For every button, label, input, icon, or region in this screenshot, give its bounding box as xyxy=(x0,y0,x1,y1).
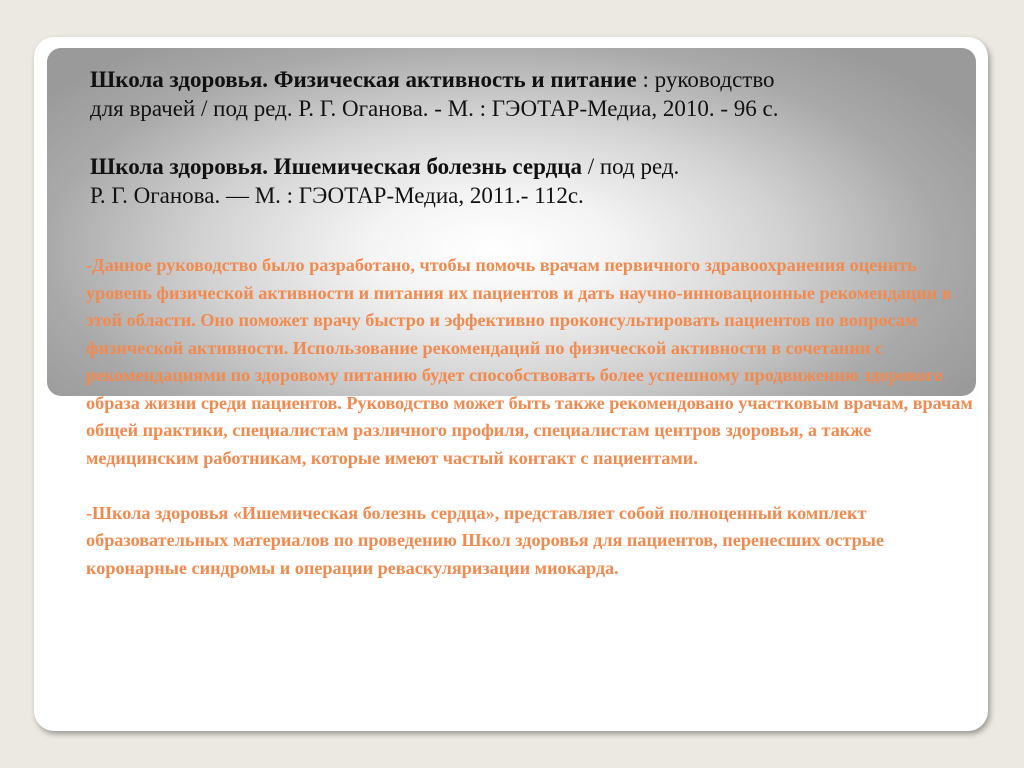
description-paragraph-1: -Данное руководство было разработано, чтобы помочь врачам первичного здравоохранения оценить уровень физической активности и питания их пациентов и дать научно-инновационные рекомендации в этой области. Оно поможет врачу быстро и эффективно проконсультировать пациентов по вопросам физической активности. Использование рекомендаций по физической активности в сочетании с рекомендациями по здоровому питанию будет способствовать более успешному продвижению здорового образа жизни среди пациентов. Руководство может быть также рекомендовано участковым врачам, врачам общей практики, специалистам различного профиля, специалистам центров здоровья, а также медицинским работникам, которые имеют частый контакт с пациентами. xyxy=(86,255,973,468)
reference-2-title: Школа здоровья. Ишемическая болезнь сердца xyxy=(90,154,582,179)
reference-1-title: Школа здоровья. Физическая активность и питание xyxy=(90,67,637,92)
reference-1 xyxy=(90,65,960,123)
description-paragraph-2: -Школа здоровья «Ишемическая болезнь сердца», представляет собой полноценный комплект образовательных материалов по проведению Школ здоровья для пациентов, перенесших острые коронарные синдромы и операции реваскуляризации миокарда. xyxy=(86,502,885,578)
references-block xyxy=(90,65,960,210)
reference-1-details-line1: : руководство xyxy=(636,67,775,92)
reference-1-details-line2: для врачей / под ред. Р. Г. Оганова. - М. : ГЭОТАР-Медиа, 2010. - 96 с. xyxy=(90,96,779,121)
descriptions-block xyxy=(86,252,986,582)
reference-2 xyxy=(90,152,960,210)
reference-2-details-line1: / под ред. xyxy=(581,154,680,179)
reference-2-details-line2: Р. Г. Оганова. — М. : ГЭОТАР-Медиа, 2011.- 112с. xyxy=(90,183,584,208)
